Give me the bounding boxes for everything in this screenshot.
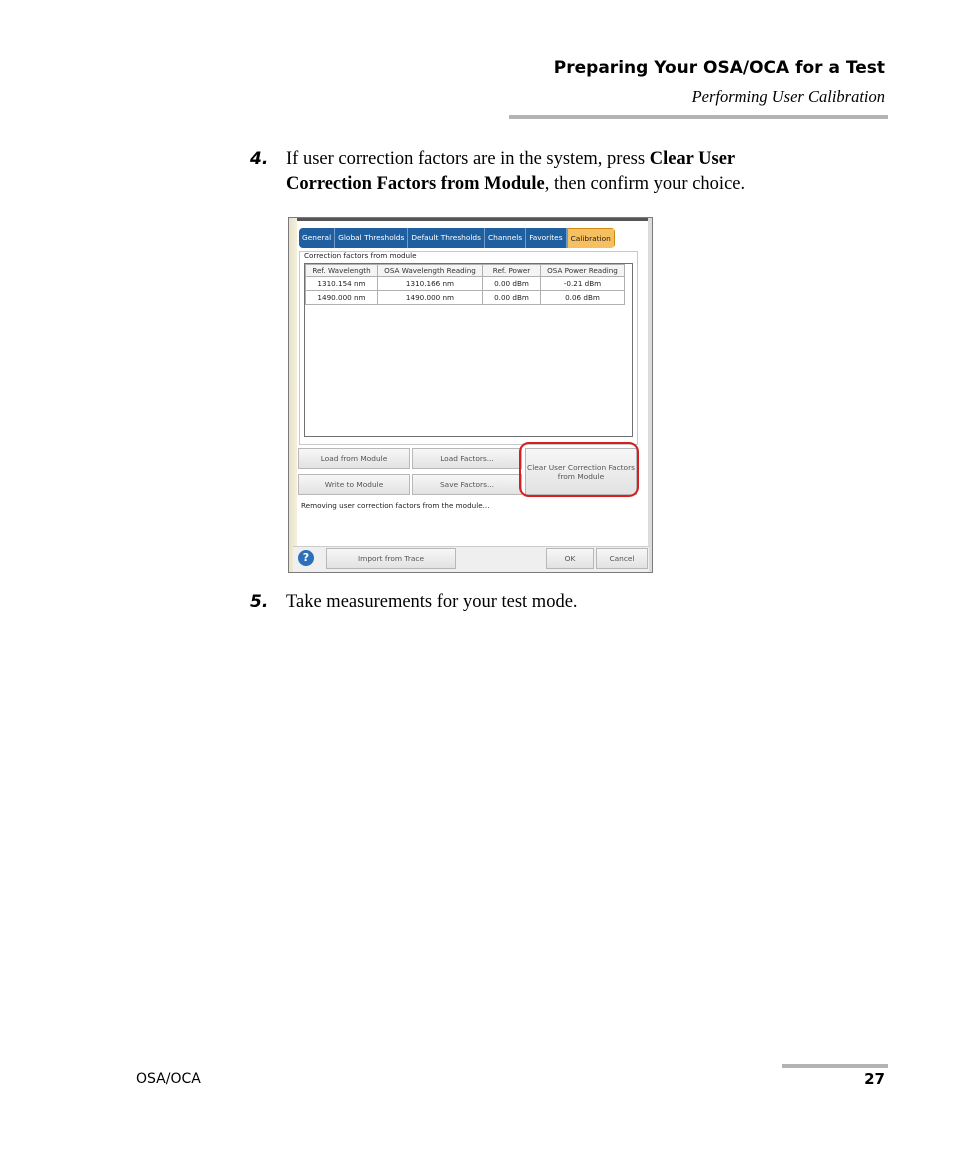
group-label: Correction factors from module bbox=[304, 251, 417, 260]
clear-button-line1: Clear User Correction Factors bbox=[527, 463, 635, 472]
save-factors-button[interactable]: Save Factors... bbox=[412, 474, 522, 495]
step-4-text-a: If user correction factors are in the system, press bbox=[286, 149, 650, 169]
tab-default-thresholds[interactable]: Default Thresholds bbox=[408, 228, 485, 248]
step-5-number: 5. bbox=[250, 592, 269, 612]
screenshot-top-edge bbox=[289, 218, 652, 221]
step-4-text bbox=[286, 147, 745, 197]
cell: 0.00 dBm bbox=[483, 291, 541, 305]
col-osa-wavelength: OSA Wavelength Reading bbox=[378, 265, 483, 277]
cell: 1310.154 nm bbox=[306, 277, 378, 291]
cell: 0.06 dBm bbox=[541, 291, 625, 305]
cell: -0.21 dBm bbox=[541, 277, 625, 291]
table-row[interactable] bbox=[306, 277, 625, 291]
tab-global-thresholds[interactable]: Global Thresholds bbox=[335, 228, 408, 248]
footer-rule bbox=[782, 1064, 888, 1068]
col-ref-wavelength: Ref. Wavelength bbox=[306, 265, 378, 277]
tab-calibration[interactable]: Calibration bbox=[567, 228, 615, 248]
footer-product: OSA/OCA bbox=[136, 1071, 201, 1087]
red-highlight-circle bbox=[519, 442, 639, 497]
correction-factors-table bbox=[305, 264, 625, 305]
clear-button-line2: from Module bbox=[557, 472, 605, 481]
import-from-trace-button[interactable]: Import from Trace bbox=[326, 548, 456, 569]
load-from-module-button[interactable]: Load from Module bbox=[298, 448, 410, 469]
step-4-text-b: , then confirm your choice. bbox=[544, 174, 746, 194]
cell: 1310.166 nm bbox=[378, 277, 483, 291]
screenshot-right-edge bbox=[648, 218, 652, 572]
cancel-button[interactable]: Cancel bbox=[596, 548, 648, 569]
help-icon[interactable]: ? bbox=[298, 550, 314, 566]
ok-button[interactable]: OK bbox=[546, 548, 594, 569]
calibration-screenshot bbox=[288, 217, 653, 573]
tab-favorites[interactable]: Favorites bbox=[526, 228, 566, 248]
cell: 1490.000 nm bbox=[378, 291, 483, 305]
col-osa-power: OSA Power Reading bbox=[541, 265, 625, 277]
step-4-bold-b: Correction Factors from Module bbox=[286, 174, 545, 194]
header-rule bbox=[509, 115, 888, 119]
cell: 1490.000 nm bbox=[306, 291, 378, 305]
settings-tabs bbox=[299, 228, 615, 248]
screenshot-left-edge bbox=[289, 218, 297, 572]
cell: 0.00 dBm bbox=[483, 277, 541, 291]
col-ref-power: Ref. Power bbox=[483, 265, 541, 277]
load-factors-button[interactable]: Load Factors... bbox=[412, 448, 522, 469]
step-4-number: 4. bbox=[250, 149, 269, 169]
step-5-text: Take measurements for your test mode. bbox=[286, 592, 578, 612]
table-row[interactable] bbox=[306, 291, 625, 305]
section-title: Performing User Calibration bbox=[691, 87, 885, 106]
step-4-bold-a: Clear User bbox=[649, 149, 736, 169]
chapter-title: Preparing Your OSA/OCA for a Test bbox=[553, 58, 885, 78]
tab-channels[interactable]: Channels bbox=[485, 228, 526, 248]
page-number: 27 bbox=[864, 1070, 885, 1088]
write-to-module-button[interactable]: Write to Module bbox=[298, 474, 410, 495]
tab-general[interactable]: General bbox=[299, 228, 335, 248]
status-text: Removing user correction factors from the module... bbox=[301, 501, 490, 510]
